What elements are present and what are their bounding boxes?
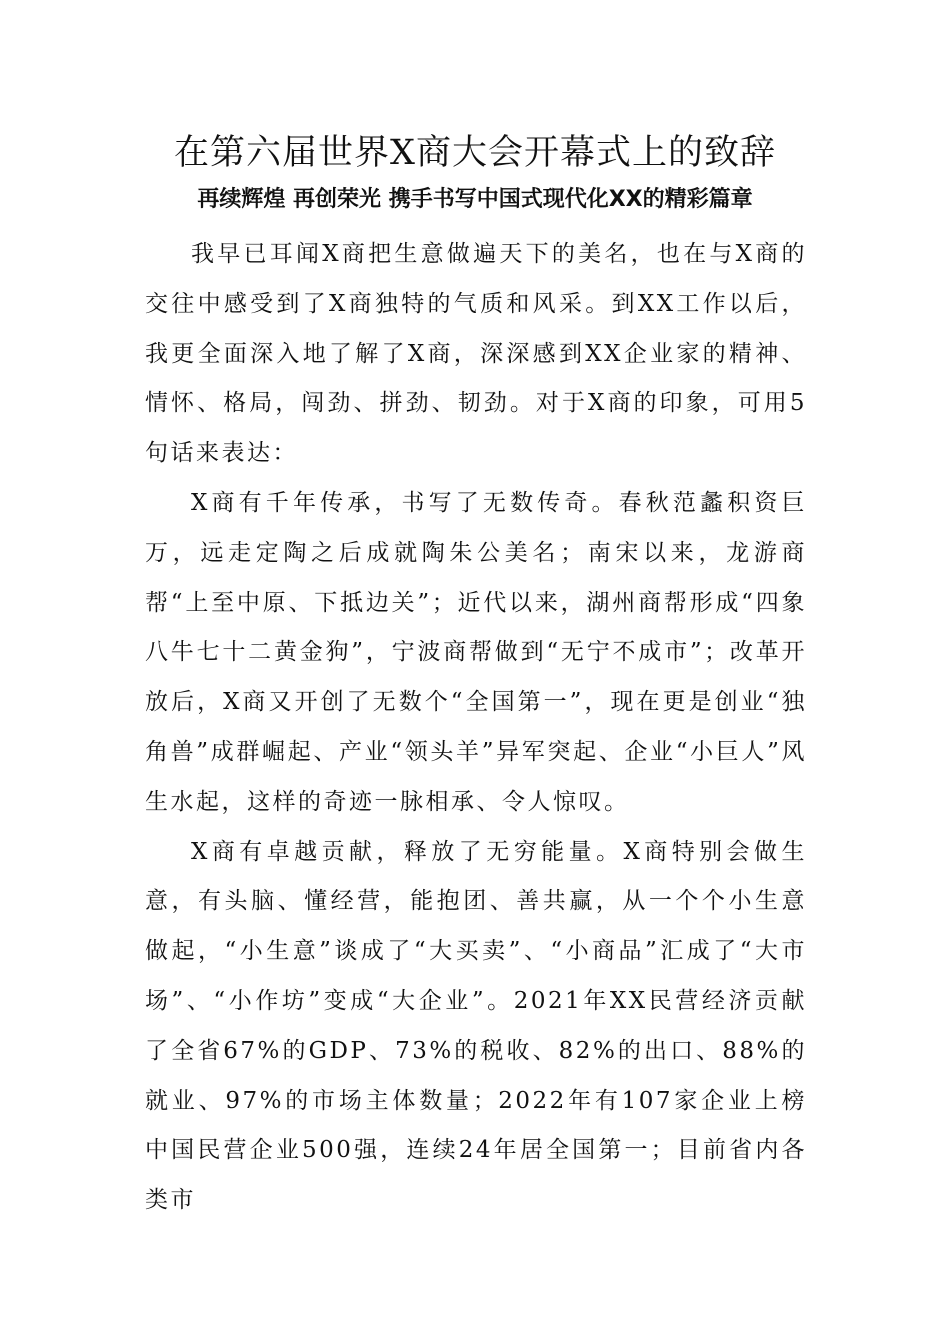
document-title: 在第六届世界X商大会开幕式上的致辞	[174, 133, 776, 173]
paragraph-intro: 我早已耳闻X商把生意做遍天下的美名，也在与X商的交往中感受到了X商独特的气质和风采。到XX工作以后，我更全面深入地了解了X商，深深感到XX企业家的精神、情怀、格局，闯劲、拼劲、韧劲。对于X商的印象，可用5句话来表达：	[145, 241, 807, 467]
document-subtitle: 再续辉煌 再创荣光 携手书写中国式现代化XX的精彩篇章	[197, 187, 753, 212]
document-body	[145, 230, 807, 1226]
paragraph-heritage: X商有千年传承，书写了无数传奇。春秋范蠡积资巨万，远走定陶之后成就陶朱公美名；南宋以来，龙游商帮“上至中原、下抵边关”；近代以来，湖州商帮形成“四象八牛七十二黄金狗”，宁波商帮做到“无宁不成市”；改革开放后，X商又开创了无数个“全国第一”，现在更是创业“独角兽”成群崛起、产业“领头羊”异军突起、企业“小巨人”风生水起，这样的奇迹一脉相承、令人惊叹。	[145, 489, 807, 815]
paragraph-contribution: X商有卓越贡献，释放了无穷能量。X商特别会做生意，有头脑、懂经营，能抱团、善共赢，从一个个小生意做起，“小生意”谈成了“大买卖”、“小商品”汇成了“大市场”、“小作坊”变成“大企业”。2021年XX民营经济贡献了全省67%的GDP、73%的税收、82%的出口、88%的就业、97%的市场主体数量；2022年有107家企业上榜中国民营企业500强，连续24年居全国第一；目前省内各类市	[145, 838, 807, 1214]
